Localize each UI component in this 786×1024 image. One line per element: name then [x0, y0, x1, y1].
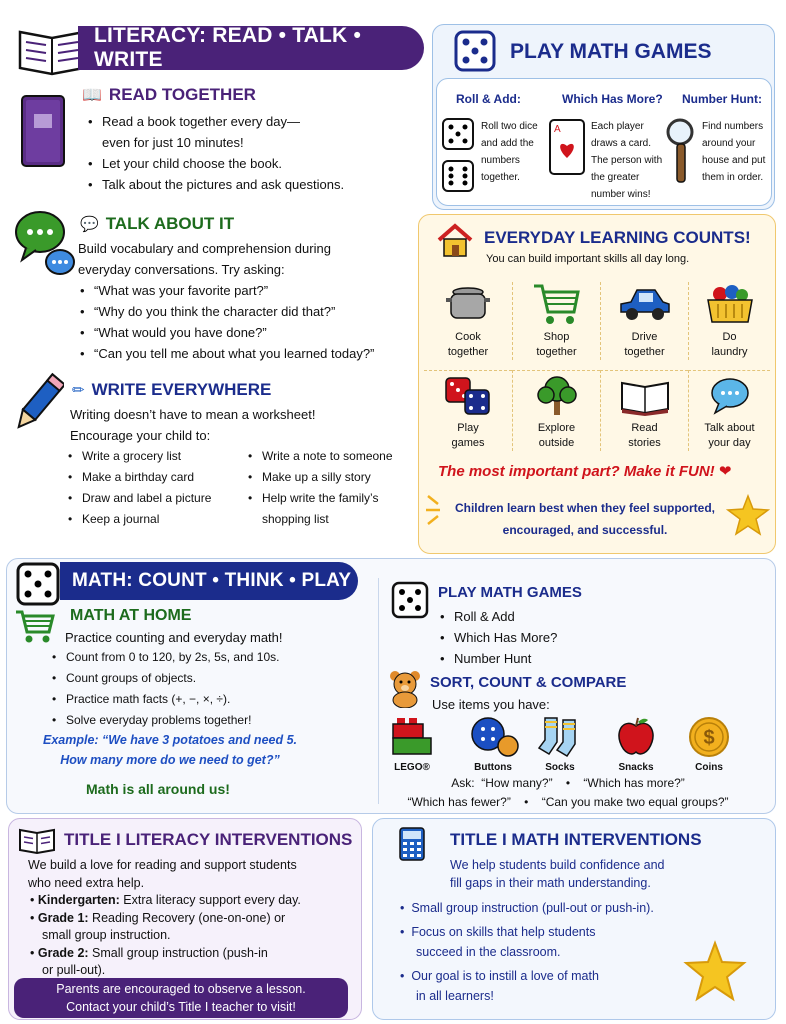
- talk-intro-line: everyday conversations. Try asking:: [78, 262, 285, 277]
- talk-about-it-heading: [80, 214, 234, 234]
- ask-line-1: Ask: “How many?” • “Which has more?”: [451, 776, 685, 790]
- list-item-continuation: shopping list: [262, 512, 329, 526]
- math-tagline: Math is all around us!: [86, 781, 230, 797]
- apple-icon: [614, 716, 658, 758]
- math-at-home-title: MATH AT HOME: [70, 607, 192, 624]
- note-line: encouraged, and successful.: [502, 523, 668, 537]
- write-list-left: [66, 446, 211, 530]
- list-item-continuation: [400, 942, 654, 962]
- title-literacy-title: TITLE I LITERACY INTERVENTIONS: [64, 830, 353, 849]
- list-item: • “What was your favorite part?”: [78, 280, 374, 301]
- purple-book-icon: [18, 92, 70, 173]
- speech-bubble-icon: [709, 375, 751, 417]
- which-has-more-title: Which Has More?: [562, 92, 663, 106]
- list-item: • Keep a journal: [66, 509, 211, 530]
- item-text: Our goal is to instill a love of math: [411, 969, 599, 983]
- intro-line: who need extra help.: [28, 876, 145, 890]
- list-item: • Write a grocery list: [66, 446, 211, 467]
- talk-questions-list: [78, 280, 374, 364]
- tile-label: stories: [628, 437, 661, 449]
- tile-label: Read: [631, 422, 658, 434]
- tile-shop: [512, 282, 600, 360]
- footer-line: Contact your child’s Title I teacher to visit!: [66, 1000, 296, 1014]
- tile-laundry: [688, 282, 770, 360]
- cooking-pot-icon: [445, 282, 491, 326]
- svg-text:A: A: [554, 124, 561, 135]
- title-math-intro: [450, 856, 665, 892]
- everyday-learning-title: EVERYDAY LEARNING COUNTS!: [484, 228, 751, 247]
- list-item-continuation: [30, 927, 301, 945]
- play-math-games-title: PLAY MATH GAMES: [510, 40, 712, 63]
- which-more-line: number wins!: [591, 189, 651, 200]
- which-more-line: Each player: [591, 121, 644, 132]
- title-literacy-book-icon: [18, 826, 56, 857]
- roll-add-text: [481, 118, 538, 186]
- tile-label: your day: [708, 437, 751, 449]
- item-label: LEGO®: [394, 762, 430, 773]
- speech-bubbles-icon: [14, 208, 76, 283]
- grade-label: Grade 2:: [37, 945, 89, 960]
- tile-label: Shop: [543, 331, 570, 343]
- list-item: • Talk about the pictures and ask questions.: [86, 174, 344, 195]
- list-item: • Count from 0 to 120, by 2s, 5s, and 10s.: [50, 647, 279, 668]
- note-line: Children learn best when they feel supported,: [454, 501, 716, 515]
- lego-brick-icon: [389, 716, 435, 758]
- tile-label: outside: [538, 437, 575, 449]
- tile-drive: [600, 282, 688, 360]
- socks-icon: [535, 716, 585, 758]
- list-item: • Roll & Add: [438, 606, 557, 627]
- number-hunt-text: [702, 118, 765, 186]
- number-hunt-title: Number Hunt:: [682, 92, 762, 106]
- roll-add-title: Roll & Add:: [456, 92, 521, 106]
- item-text: in all learners!: [416, 989, 494, 1003]
- children-learn-note: [440, 497, 730, 541]
- open-book-icon: [619, 375, 671, 417]
- grade-text: small group instruction.: [42, 928, 171, 942]
- list-item: • Number Hunt: [438, 648, 557, 669]
- list-item: • Let your child choose the book.: [86, 153, 344, 174]
- list-item: • Kindergarten: Extra literacy support every day.: [30, 893, 301, 907]
- intro-line: fill gaps in their math understanding.: [450, 876, 651, 890]
- house-icon: [436, 222, 474, 261]
- coin-icon: [687, 716, 731, 758]
- chat-icon: 💬: [80, 216, 99, 233]
- item-lego: [386, 716, 438, 775]
- write-everywhere-title: WRITE EVERYWHERE: [91, 380, 272, 399]
- tile-play-games: [424, 370, 512, 451]
- tile-explore: [512, 370, 600, 451]
- tile-label: Do: [722, 331, 737, 343]
- list-item-continuation: [30, 962, 301, 980]
- tile-label: Cook: [455, 331, 481, 343]
- literacy-banner: [78, 26, 424, 70]
- tile-label: Drive: [631, 331, 658, 343]
- list-item: • “Why do you think the character did that?”: [78, 301, 374, 322]
- two-dice-icon: [440, 116, 476, 199]
- which-more-line: draws a card.: [591, 138, 652, 149]
- list-item: • Small group instruction (pull-out or push-in).: [400, 901, 654, 915]
- roll-add-line: and add the: [481, 138, 534, 149]
- list-item: • Grade 1: Reading Recovery (one-on-one) or: [30, 910, 286, 925]
- tile-label: Explore: [537, 422, 576, 434]
- tile-read-stories: [600, 370, 688, 451]
- grade-label: Kindergarten:: [37, 893, 120, 907]
- example-line: How many more do we need to get?”: [60, 753, 280, 767]
- number-hunt-line: them in order.: [702, 172, 764, 183]
- calculator-icon: [398, 826, 426, 865]
- item-snacks: [606, 716, 666, 775]
- make-it-fun-text: The most important part? Make it FUN!: [438, 463, 715, 480]
- teddy-bear-icon: [386, 668, 424, 711]
- item-text: Small group instruction (pull-out or push-in).: [411, 901, 654, 915]
- title-math-title: TITLE I MATH INTERVENTIONS: [450, 830, 702, 849]
- tile-label: together: [536, 346, 577, 358]
- svg-text:$: $: [703, 727, 715, 749]
- which-more-line: The person with: [591, 155, 663, 166]
- tile-talk-day: [688, 370, 770, 451]
- list-item: • Count groups of objects.: [50, 668, 279, 689]
- cart-icon: [14, 608, 56, 647]
- item-socks: [530, 716, 590, 775]
- title-literacy-footer: [14, 978, 348, 1018]
- star-icon: [726, 494, 770, 539]
- example-line: Example: “We have 3 potatoes and need 5.: [42, 733, 298, 747]
- list-item: • Our goal is to instill a love of math: [400, 969, 599, 983]
- everyday-learning-subtitle: You can build important skills all day long.: [486, 253, 690, 265]
- item-label: Snacks: [618, 762, 654, 773]
- number-hunt-line: around your: [702, 138, 756, 149]
- number-hunt-line: Find numbers: [702, 121, 764, 132]
- playing-card-icon: [548, 118, 586, 179]
- roll-add-line: numbers: [481, 155, 520, 166]
- title-literacy-list: [30, 892, 301, 980]
- sort-intro: Use items you have:: [432, 697, 550, 712]
- grade-text: Reading Recovery (one-on-one) or: [88, 910, 286, 925]
- tree-icon: [534, 375, 580, 417]
- read-together-title: READ TOGETHER: [108, 85, 256, 104]
- talk-intro-line: Build vocabulary and comprehension during: [78, 241, 331, 256]
- item-text: Focus on skills that help students: [411, 925, 596, 939]
- math-games-list: [438, 606, 557, 669]
- title-literacy-intro: [28, 856, 297, 892]
- write-intro-line: Encourage your child to:: [70, 428, 211, 443]
- list-item: • Focus on skills that help students: [400, 925, 596, 939]
- tile-label: Play: [457, 422, 479, 434]
- grade-text: Extra literacy support every day.: [119, 893, 301, 907]
- tile-label: laundry: [711, 346, 748, 358]
- read-together-list: [86, 111, 344, 195]
- write-intro: [70, 404, 315, 446]
- buttons-icon: [466, 716, 520, 758]
- list-item: • Help write the family’s: [246, 488, 393, 509]
- pencil-icon: [12, 372, 64, 439]
- math-banner: [60, 562, 358, 600]
- list-item: • Draw and label a picture: [66, 488, 211, 509]
- grade-label: Grade 1:: [37, 910, 89, 925]
- list-item: • “What would you have done?”: [78, 322, 374, 343]
- list-item: • Solve everyday problems together!: [50, 710, 279, 731]
- tile-label: together: [447, 346, 489, 358]
- dice-small-icon: [390, 580, 430, 623]
- red-dice-icon: [443, 375, 493, 417]
- which-has-more-text: [591, 118, 662, 203]
- make-it-fun: [438, 462, 731, 480]
- tile-label: games: [451, 437, 485, 449]
- item-buttons: [460, 716, 526, 775]
- list-item: • Practice math facts (+, −, ×, ÷).: [50, 689, 279, 710]
- list-item: • Write a note to someone: [246, 446, 393, 467]
- list-item-continuation: even for just 10 minutes!: [102, 135, 244, 150]
- math-banner-title: MATH: COUNT • THINK • PLAY: [72, 570, 352, 591]
- math-divider: [378, 578, 379, 804]
- math-at-home-list: [50, 647, 279, 731]
- grade-text: Small group instruction (push-in: [88, 945, 268, 960]
- sort-count-compare-title: SORT, COUNT & COMPARE: [430, 674, 627, 691]
- which-more-line: the greater: [591, 172, 640, 183]
- ask-line-2: “Which has fewer?” • “Can you make two equal groups?”: [407, 795, 729, 809]
- talk-intro: [78, 238, 331, 280]
- title-math-list: [400, 898, 654, 1006]
- intro-line: We help students build confidence and: [450, 858, 665, 872]
- footer-line: Parents are encouraged to observe a lesson.: [56, 982, 306, 996]
- list-item: • Read a book together every day—: [86, 111, 344, 132]
- list-item: • “Can you tell me about what you learned today?”: [78, 343, 374, 364]
- laundry-basket-icon: [704, 282, 756, 326]
- car-icon: [617, 282, 673, 326]
- item-coins: [680, 716, 738, 775]
- item-label: Coins: [695, 762, 723, 773]
- list-item: • Grade 2: Small group instruction (push-in: [30, 945, 268, 960]
- write-intro-line: Writing doesn’t have to mean a worksheet!: [70, 407, 316, 422]
- item-label: Socks: [545, 762, 575, 773]
- list-item-continuation: [400, 986, 654, 1006]
- math-at-home-intro: Practice counting and everyday math!: [65, 630, 283, 645]
- read-together-heading: [82, 85, 256, 105]
- math-dice-icon: [14, 560, 62, 611]
- heart-icon: ❤: [718, 463, 732, 480]
- magnifying-glass-icon: [664, 116, 698, 189]
- write-everywhere-heading: [72, 380, 271, 400]
- big-star-icon: [682, 940, 748, 1005]
- tile-label: Talk about: [704, 422, 755, 434]
- grade-text: or pull-out).: [42, 963, 106, 977]
- intro-line: We build a love for reading and support students: [28, 858, 297, 872]
- play-math-games-subtitle: PLAY MATH GAMES: [438, 584, 582, 601]
- dice-icon: [452, 28, 498, 77]
- list-item: • Which Has More?: [438, 627, 557, 648]
- roll-add-line: Roll two dice: [481, 121, 538, 132]
- tile-cook: [424, 282, 512, 360]
- roll-add-line: together.: [481, 172, 520, 183]
- list-item: [86, 132, 344, 153]
- number-hunt-line: house and put: [702, 155, 766, 166]
- small-book-icon: 📖: [82, 87, 102, 104]
- literacy-banner-title: LITERACY: READ • TALK • WRITE: [94, 24, 362, 71]
- list-item: • Make a birthday card: [66, 467, 211, 488]
- shopping-cart-icon: [532, 282, 582, 326]
- math-example: [30, 730, 310, 770]
- talk-about-it-title: TALK ABOUT IT: [105, 214, 235, 233]
- list-item: • Make up a silly story: [246, 467, 393, 488]
- item-label: Buttons: [474, 762, 512, 773]
- list-item: [246, 509, 393, 530]
- write-list-right: [246, 446, 393, 530]
- item-text: succeed in the classroom.: [416, 945, 561, 959]
- tile-label: together: [624, 346, 665, 358]
- small-pencil-icon: ✏: [72, 382, 85, 399]
